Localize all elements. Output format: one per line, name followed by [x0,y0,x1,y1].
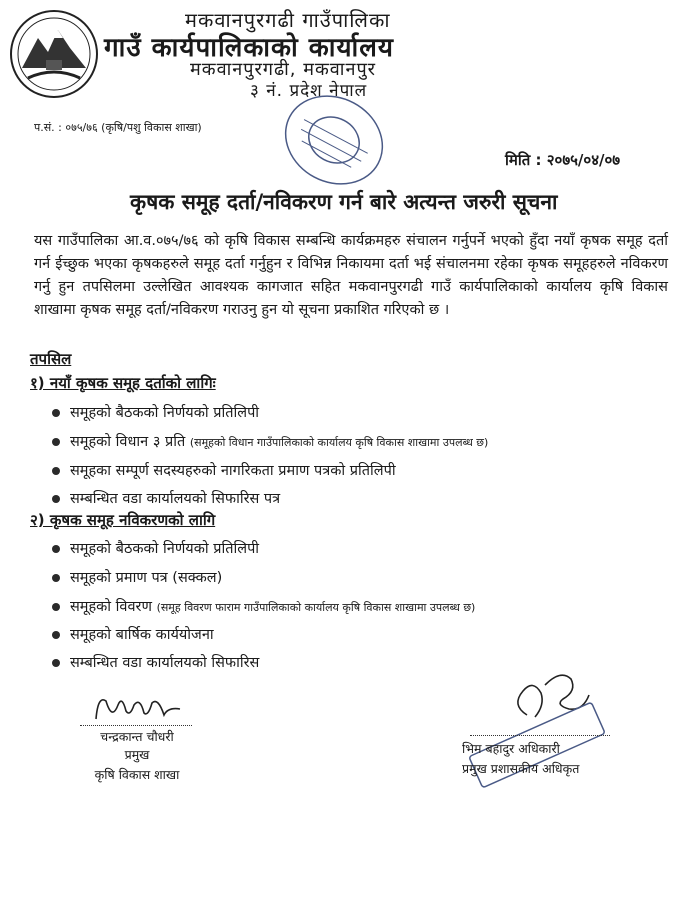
notice-body: यस गाउँपालिका आ.व.०७५/७६ को कृषि विकास सम्बन्धि कार्यक्रमहरु संचालन गर्नुपर्ने भएको हुँदा नयाँ कृषक समूह दर्ता गर्न ईच्छुक भएका कृषकहरुले समूह दर्ता गर्नुहुन र विभिन्न निकायमा दर्ता भई संचालनमा रहेका कृषक समूहहरुले नविकरण गर्नु हुन तपसिलमा उल्लेखित आवश्यक कागजात सहित मकवानपुरगढी गाउँ कार्यपालिकाको कार्यालय कृषि विकास शाखामा कृषक समूह दर्ता/नविकरण गराउनु हुन यो सूचना प्रकाशित गरिएको छ । [34,233,668,318]
list-item: समूहको बैठकको निर्णयको प्रतिलिपी [52,538,259,558]
list-item: समूहको बार्षिक कार्ययोजना [52,624,214,644]
bullet-icon [52,467,60,475]
signatory-right-role: प्रमुख प्रशासकीय अधिकृत [462,761,580,776]
tapasil-heading: तपसिल [30,350,72,368]
signatory-right-name: भिम बहादुर अधिकारी [462,741,560,756]
bullet-icon [52,545,60,553]
government-emblem-icon [8,8,100,100]
signatory-left-name: चन्द्रकान्त चौधरी [100,729,174,744]
bullet-icon [52,438,60,446]
list-item: समूहका सम्पूर्ण सदस्यहरुको नागरिकता प्रमाण पत्रको प्रतिलिपी [52,460,396,480]
section-new-registration-heading: १) नयाँ कृषक समूह दर्ताको लागिः [30,374,216,392]
header-address: मकवानपुरगढी, मकवानपुर [190,59,377,80]
list-item: समूहको प्रमाण पत्र (सक्कल) [52,567,222,587]
list-item: समूहको बैठकको निर्णयको प्रतिलिपी [52,402,259,422]
bullet-icon [52,574,60,582]
header-municipality: मकवानपुरगढी गाउँपालिका [185,8,391,32]
notice-title: कृषक समूह दर्ता/नविकरण गर्न बारे अत्यन्त जरुरी सूचना [130,190,558,214]
bullet-icon [52,603,60,611]
reference-number: प.सं. : ०७५/७६ (कृषि/पशु विकास शाखा) [34,121,202,134]
bullet-icon [52,495,60,503]
section-renewal-heading: २) कृषक समूह नविकरणको लागि [30,511,216,529]
signatory-left-role: प्रमुख [124,747,150,762]
header-office: गाउँ कार्यपालिकाको कार्यालय [104,33,394,63]
office-stamp-icon [278,90,390,190]
header-province: ३ नं. प्रदेश नेपाल [250,81,368,101]
list-item: समूहको विधान ३ प्रति (समूहको विधान गाउँपालिकाको कार्यालय कृषि विकास शाखामा उपलब्ध छ) [52,431,488,451]
bullet-icon [52,659,60,667]
list-item: सम्बन्धित वडा कार्यालयको सिफारिस [52,652,259,672]
list-item: सम्बन्धित वडा कार्यालयको सिफारिस पत्र [52,488,280,508]
signatory-left-dept: कृषि विकास शाखा [94,767,180,782]
bullet-icon [52,409,60,417]
signature-line-right [470,735,610,736]
signature-line-left [80,725,192,726]
notice-date: मिति : २०७५/०४/०७ [505,151,621,169]
list-item: समूहको विवरण (समूह विवरण फाराम गाउँपालिकाको कार्यालय कृषि विकास शाखामा उपलब्ध छ) [52,596,475,616]
bullet-icon [52,631,60,639]
signature-left-icon [88,687,188,727]
